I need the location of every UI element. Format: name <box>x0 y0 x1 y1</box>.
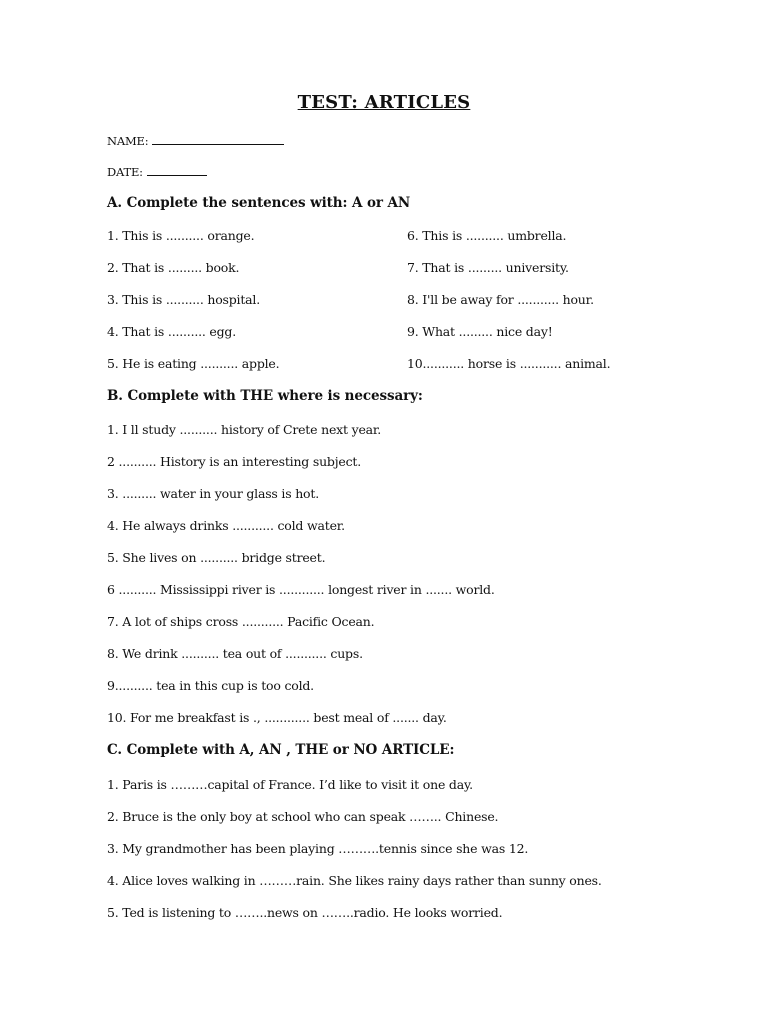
date-field <box>107 164 207 179</box>
section-a-item: 1. This is .......... orange. <box>107 228 255 243</box>
section-b-item: 9.......... tea in this cup is too cold. <box>107 678 314 693</box>
section-c-heading: C. Complete with A, AN , THE or NO ARTICLE: <box>107 742 455 758</box>
section-c-item: 4. Alice loves walking in ………rain. She likes rainy days rather than sunny ones. <box>107 873 602 888</box>
section-a-item: 3. This is .......... hospital. <box>107 292 261 307</box>
section-a-item: 6. This is .......... umbrella. <box>407 228 567 243</box>
section-b-item: 3. ......... water in your glass is hot. <box>107 486 319 501</box>
section-b-item: 4. He always drinks ........... cold water. <box>107 518 345 533</box>
section-a-item: 8. I'll be away for ........... hour. <box>407 292 594 307</box>
section-a-heading: A. Complete the sentences with: A or AN <box>107 195 411 211</box>
section-c-item: 3. My grandmother has been playing ……….tennis since she was 12. <box>107 841 529 856</box>
section-c-item: 2. Bruce is the only boy at school who can speak …….. Chinese. <box>107 809 499 824</box>
section-b-item: 10. For me breakfast is ., ............ best meal of ....... day. <box>107 710 447 725</box>
section-b-item: 6 .......... Mississippi river is ............ longest river in ....... world. <box>107 582 495 597</box>
section-a-item: 4. That is .......... egg. <box>107 324 237 339</box>
page-title: TEST: ARTICLES <box>297 92 471 113</box>
section-b-item: 1. I ll study .......... history of Crete next year. <box>107 422 382 437</box>
section-a-item: 10........... horse is ........... animal. <box>407 356 611 371</box>
section-a-item: 9. What ......... nice day! <box>407 324 553 339</box>
name-field <box>107 133 284 148</box>
name-label: NAME: <box>107 134 149 148</box>
section-b-item: 2 .......... History is an interesting subject. <box>107 454 362 469</box>
section-b-heading: B. Complete with THE where is necessary: <box>107 388 423 404</box>
section-c-item: 1. Paris is ………capital of France. I’d like to visit it one day. <box>107 777 473 792</box>
section-b-item: 7. A lot of ships cross ........... Pacific Ocean. <box>107 614 375 629</box>
section-b-item: 5. She lives on .......... bridge street. <box>107 550 326 565</box>
name-blank-line <box>152 133 284 145</box>
date-blank-line <box>147 164 207 176</box>
section-a-item: 2. That is ......... book. <box>107 260 240 275</box>
section-c-item: 5. Ted is listening to ……..news on ……..radio. He looks worried. <box>107 905 503 920</box>
section-a-item: 5. He is eating .......... apple. <box>107 356 280 371</box>
section-a-item: 7. That is ......... university. <box>407 260 569 275</box>
date-label: DATE: <box>107 165 143 179</box>
section-b-item: 8. We drink .......... tea out of ........... cups. <box>107 646 363 661</box>
